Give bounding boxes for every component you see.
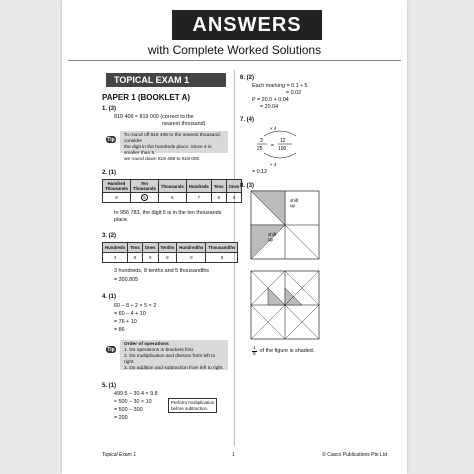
q8-answer [252, 346, 314, 357]
answer-page [62, 0, 407, 474]
q6-line: Each marking = 0.1 ÷ 5 [252, 83, 308, 89]
fraction-numerator: 12 [280, 138, 286, 144]
fraction-numerator: 3 [260, 138, 263, 144]
paper-heading: PAPER 1 (BOOKLET A) [102, 93, 191, 102]
table-cell: 0 [142, 253, 158, 263]
table-header: Tens [211, 180, 226, 193]
circled-digit: 5 [141, 194, 148, 201]
section-banner: TOPICAL EXAM 1 [106, 73, 226, 87]
q8-number: 8. (3) [240, 183, 255, 189]
q5-callout [168, 398, 217, 413]
shift-label: up [290, 203, 296, 208]
table-header: Ten Thousands [130, 180, 158, 193]
q7-number: 7. (4) [240, 117, 255, 123]
shift-label: up [268, 237, 274, 242]
equals-sign: = [271, 143, 274, 149]
q1-number: 1. (3) [102, 106, 117, 112]
q6-line: P = 20.0 + 0.04 [252, 97, 289, 103]
table-header: Hundreds [103, 243, 128, 253]
q8-figure-shift [250, 190, 330, 262]
table-header: Ones [142, 243, 158, 253]
page-footer [102, 452, 387, 458]
table-header: Hundred Thousands [103, 180, 131, 193]
q6-line: = 0.02 [286, 90, 302, 96]
q1-tip [120, 131, 228, 162]
q7-equivalent-fraction [250, 124, 320, 168]
q1-line2: nearest thousand) [162, 121, 206, 127]
q2-number: 2. (1) [102, 170, 117, 176]
q5-line: = 500 – 300 [114, 407, 143, 413]
table-cell: 3 [226, 193, 242, 203]
table-cell: 5 [206, 253, 238, 263]
q4-tip-item: 1. Do operations in brackets first. [124, 348, 195, 353]
fraction-denominator: 100 [278, 146, 287, 152]
fraction-denominator: 8 [253, 352, 256, 357]
q4-line: 60 – 8 ÷ 2 × 5 × 2 [114, 303, 157, 309]
table-header: Hundreds [186, 180, 211, 193]
q2-place-value-table [102, 179, 242, 203]
q5-callout-line: Perform multiplication [171, 400, 215, 405]
q3-line1: 3 hundreds, 8 tenths and 5 thousandths [114, 268, 210, 274]
arc-bottom [264, 153, 296, 158]
q4-line: = 86 [114, 327, 125, 333]
table-cell: 9 [103, 193, 131, 203]
q5-callout-line: before subtraction. [171, 405, 209, 411]
diagonal [285, 225, 319, 259]
q2-line1: In 956 783, the digit 5 is in the ten thousands [114, 210, 222, 216]
table-header: Thousands [158, 180, 186, 193]
table-header: Tenths [158, 243, 177, 253]
answers-subtitle: with Complete Worked Solutions [147, 43, 322, 57]
q6-number: 6. (2) [240, 75, 255, 81]
footer-publisher: © Casco Publications Pte Ltd [322, 452, 387, 458]
q8-shaded-text: of the figure is shaded. [259, 348, 315, 354]
table-cell: 6 [158, 193, 186, 203]
shaded-triangle [251, 225, 285, 259]
q4-line: = 76 + 10 [114, 319, 137, 325]
shift-label: shift [268, 232, 277, 237]
q5-line: ≈ 500 – 30 × 10 [114, 399, 152, 405]
times-label: × 4 [270, 126, 277, 131]
fraction-denominator: 25 [257, 146, 263, 152]
table-cell: 8 [158, 253, 177, 263]
fraction-numerator: 1 [253, 346, 256, 351]
q5-line: = 200 [114, 415, 128, 421]
table-header: Hundredths [177, 243, 206, 253]
times-label: × 4 [270, 162, 277, 167]
table-cell: 0 [177, 253, 206, 263]
q7-result: = 0.12 [252, 169, 268, 175]
q4-line: = 60 – 4 + 10 [114, 311, 146, 317]
q4-tip-item: 2. Do multiplication and division from left to right. [124, 354, 216, 365]
tip-icon: Tip [107, 346, 115, 353]
q1-tip-line: the digit in the hundreds place. Since 4 is smaller than 5, [124, 145, 212, 156]
q4-tip [120, 340, 228, 370]
q4-number: 4. (1) [102, 294, 117, 300]
header-divider [68, 60, 401, 61]
table-cell: 0 [128, 253, 143, 263]
q5-line: 499.5 – 30.4 × 9.8 [114, 391, 158, 397]
q6-line: = 20.04 [260, 104, 279, 110]
q1-line1: 819 406 ≈ 819 000 (correct to the [114, 114, 194, 120]
answers-title: ANSWERS [172, 10, 322, 40]
q3-line2: = 300.805 [114, 277, 139, 283]
q4-tip-item: 3. Do addition and subtraction from left to right. [124, 366, 224, 371]
table-cell [130, 193, 158, 203]
footer-title: Topical Exam 1 [102, 452, 136, 458]
table-header: Thousandths [206, 243, 238, 253]
q8-figure-result [250, 270, 322, 342]
arc-top [264, 131, 296, 136]
table-cell: 3 [103, 253, 128, 263]
table-cell: 7 [186, 193, 211, 203]
q1-tip-line: we round down 819 406 to 819 000. [124, 157, 201, 162]
q4-tip-title: Order of operations [124, 342, 169, 347]
shift-label: shift [290, 198, 299, 203]
q1-tip-line: To round off 819 406 to the nearest thousand, consider [124, 133, 221, 144]
tip-icon: Tip [107, 136, 115, 143]
table-header: Ones [226, 180, 242, 193]
q8-fraction [252, 346, 257, 357]
table-header: Tens [128, 243, 143, 253]
page-number: 1 [232, 452, 235, 458]
q2-line2: place. [114, 217, 129, 223]
table-cell: 8 [211, 193, 226, 203]
q3-place-value-table [102, 242, 238, 263]
q3-number: 3. (2) [102, 233, 117, 239]
q5-number: 5. (1) [102, 383, 117, 389]
